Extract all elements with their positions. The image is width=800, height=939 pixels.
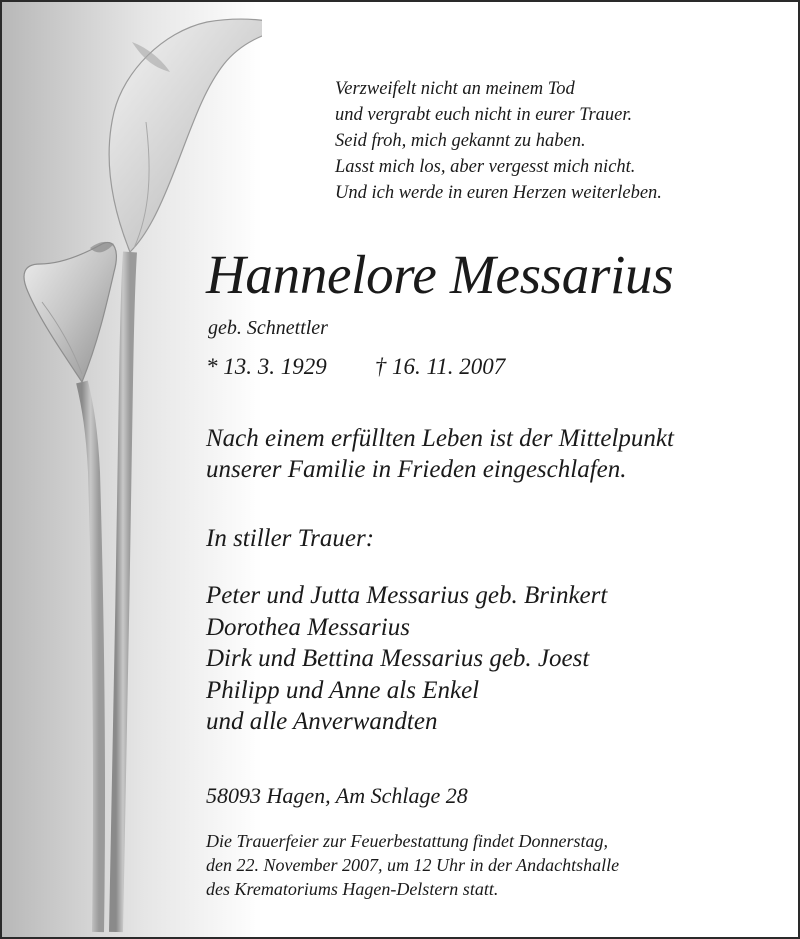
funeral-notice [206,829,619,901]
mourner-entry: Peter und Jutta Messarius geb. Brinkert [206,582,608,609]
funeral-notice-line: den 22. November 2007, um 12 Uhr in der Andachtshalle [206,855,620,875]
poem-line: Lasst mich los, aber vergesst mich nicht. [335,157,636,177]
poem-line: Und ich werde in euren Herzen weiterleben. [335,183,662,203]
mourners-list [206,580,607,738]
mourning-heading: In stiller Trauer: [206,525,375,552]
maiden-name: geb. Schnettler [208,317,328,339]
death-date: † 16. 11. 2007 [374,354,506,379]
family-address: 58093 Hagen, Am Schlage 28 [206,783,468,808]
funeral-notice-line: Die Trauerfeier zur Feuerbestattung findet Donnerstag, [206,831,608,851]
mourner-entry: Dirk und Bettina Messarius geb. Joest [206,645,590,672]
mourner-entry: Philipp und Anne als Enkel [206,676,480,704]
poem-line: Verzweifelt nicht an meinem Tod [335,79,575,99]
poem [335,76,662,206]
deceased-name: Hannelore Messarius [206,244,674,305]
funeral-notice-line: des Krematoriums Hagen-Delstern statt. [206,879,499,899]
poem-line: Seid froh, mich gekannt zu haben. [335,131,586,151]
life-dates [206,352,505,382]
statement-line: Nach einem erfüllten Leben ist der Mittelpunkt [206,425,674,452]
poem-line: und vergrabt euch nicht in eurer Trauer. [335,105,633,125]
mourner-entry: und alle Anverwandten [206,708,438,735]
mourner-entry: Dorothea Messarius [206,613,410,641]
obituary-statement [206,423,674,485]
statement-line: unserer Familie in Frieden eingeschlafen. [206,456,627,483]
birth-date: * 13. 3. 1929 [206,354,327,379]
